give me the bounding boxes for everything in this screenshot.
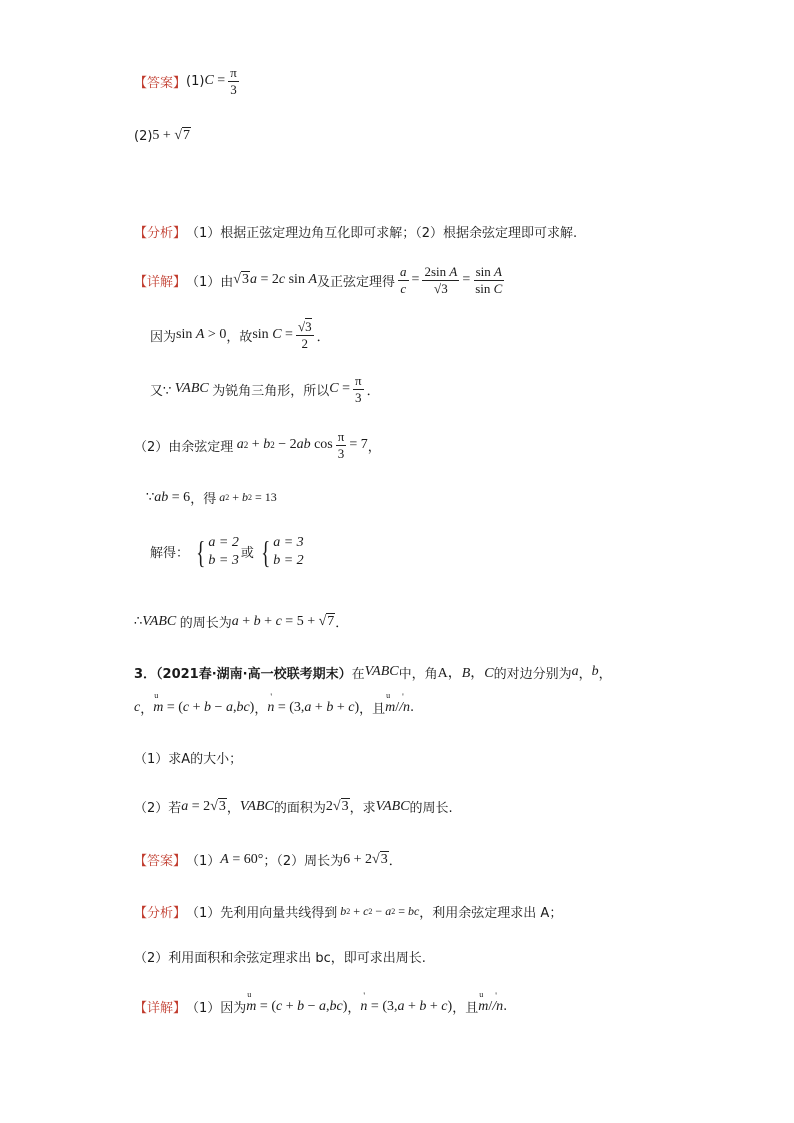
- question-text: （2）若: [134, 801, 182, 816]
- answer-part2-label: (2): [134, 128, 153, 144]
- analysis-text: ，利用余弦定理求出 A；: [419, 906, 563, 921]
- analysis-tag: 【分析】: [134, 226, 187, 241]
- detail-tag: 【详解】: [134, 274, 187, 290]
- answer-text: （1）: [186, 854, 221, 869]
- analysis-text: （1）根据正弦定理边角互化即可求解；（2）根据余弦定理即可求解.: [186, 226, 578, 241]
- detail-text: 或: [240, 546, 254, 561]
- detail-text: ，得: [190, 492, 217, 507]
- formula: VABC: [364, 664, 399, 679]
- formula: a: [181, 798, 189, 814]
- vector-m: u m: [478, 999, 488, 1015]
- analysis-tag: 【分析】: [134, 906, 187, 921]
- formula: sin: [176, 327, 196, 343]
- detail-text: 解得：: [150, 546, 190, 561]
- vector-n: ' /n: [492, 999, 503, 1015]
- formula: VABC: [239, 798, 274, 814]
- formula: c: [134, 699, 141, 715]
- formula: 5 +: [152, 128, 175, 143]
- detail-text: ，故: [226, 329, 253, 345]
- formula: a: [571, 664, 579, 679]
- formula: C: [204, 73, 214, 89]
- question-text: 的周长.: [409, 801, 453, 816]
- detail-text: （1）由: [186, 274, 234, 290]
- fraction: $\frac{\pi}{3}$: [230, 65, 237, 97]
- vector-n: ' /n: [399, 700, 410, 716]
- detail-1-line5: ∵ ab = 6 ，得 a 2 + b 2 = 13: [146, 489, 277, 507]
- vector-m: u m: [385, 700, 395, 716]
- detail-text: 因为: [150, 329, 177, 345]
- fraction: $\frac{√3}{2}$: [297, 319, 312, 351]
- detail-text: （2）由余弦定理: [134, 439, 234, 455]
- analysis-3-line2: [134, 947, 426, 966]
- question-text: ，: [226, 801, 240, 816]
- formula: a: [233, 437, 244, 453]
- question-3-sub2: （2）若 a = 2 √3 ， VABC 的面积为 2 √3 ，求 VABC 的周长.: [134, 798, 453, 816]
- question-text: 中，角: [398, 666, 438, 682]
- formula: 2: [325, 798, 333, 814]
- question-3-line1: 3．（2021春·湖南·高一校联考期末） 在 VABC 中，角 A，B，C 的对边分别为 a ， b ，: [134, 664, 612, 682]
- formula: a: [216, 490, 226, 504]
- answer-part1-label: (1): [186, 73, 205, 89]
- vector-n: ' n: [267, 700, 274, 716]
- sqrt-formula: √7: [174, 128, 191, 143]
- vector-m: u m: [246, 999, 256, 1015]
- equation-system: { a = 3 b = 2: [260, 533, 304, 570]
- detail-text: ∵: [146, 490, 155, 505]
- fraction: $\frac{\pi}{3}$: [337, 429, 345, 461]
- formula: VABC: [142, 613, 180, 629]
- analysis-text: （2）利用面积和余弦定理求出 bc，即可求出周长.: [134, 951, 426, 966]
- formula: 6 + 2: [343, 851, 373, 867]
- detail-1-line1: 【详解】 （1）由 √3 a = 2 c sin A 及正弦定理得 $\frac{a}{c}$ = $\frac{\text{2sin A}}{√3}$ = $\frac{\text{sin A}}{\text{sin C}}$: [134, 264, 503, 296]
- detail-1-line4: （2）由余弦定理 a 2 + b 2 − 2 ab cos $\frac{\pi}{3}$ = 7 ，: [134, 429, 381, 461]
- detail-tag: 【详解】: [134, 1001, 187, 1016]
- question-3-line2: c ， u m = (c + b − a,bc) ， ' n = (3,a + b + c) ，且 u m / ' /n .: [134, 698, 414, 717]
- detail-text: 为锐角三角形，所以: [212, 383, 330, 399]
- detail-1-line2: 因为 sin A > 0 ，故 sin C = $\frac{√3}{2}$ ．: [150, 319, 330, 351]
- fraction: $\frac{\text{sin A}}{\text{sin C}}$: [475, 264, 503, 296]
- detail-text: 又∵: [150, 383, 172, 399]
- fraction: $\frac{\pi}{3}$: [355, 373, 362, 405]
- detail-text: （1）因为: [186, 1001, 247, 1016]
- question-text: ，求: [349, 801, 376, 816]
- analysis-1-line: [134, 222, 577, 241]
- detail-text: ∴: [134, 614, 143, 629]
- vector-n: ' n: [360, 999, 367, 1015]
- answer-1-part2-line: [134, 128, 191, 144]
- question-3-sub1: [134, 748, 242, 767]
- answer-3-line: 【答案】 （1） A = 60° ；（2）周长为 6 + 2 √3 ．: [134, 851, 402, 869]
- formula: sin: [252, 327, 273, 343]
- detail-3-line1: 【详解】 （1）因为 u m = (c + b − a,bc) ， ' n = (3,a + b + c) ，且 u m / ' /n .: [134, 997, 507, 1016]
- formula: ab: [154, 489, 169, 505]
- question-text: 的面积为: [273, 801, 326, 816]
- fraction: $\frac{\text{2sin A}}{√3}$: [424, 264, 458, 296]
- formula: VABC: [375, 798, 410, 814]
- detail-1-line7: ∴ VABC 的周长为 a + b + c = 5 + √7 ．: [134, 613, 349, 631]
- detail-1-line3: 又∵ VABC 为锐角三角形，所以 C = $\frac{\pi}{3}$ ．: [150, 373, 380, 405]
- question-text: 的对边分别为: [493, 666, 572, 682]
- question-3-heading: 3．（2021春·湖南·高一校联考期末）: [134, 666, 352, 682]
- detail-1-line6: [150, 534, 304, 569]
- formula: b: [337, 904, 347, 918]
- formula: A，B，C: [437, 666, 494, 681]
- answer-1-line: 【答案】 (1) C = $\frac{\pi}{3}$: [134, 65, 237, 97]
- vector-m: u m: [153, 700, 163, 716]
- answer-tag: 【答案】: [134, 854, 187, 869]
- analysis-text: （1）先利用向量共线得到: [186, 906, 338, 921]
- formula: C: [329, 381, 339, 397]
- detail-text: 及正弦定理得: [317, 274, 396, 290]
- fraction: $\frac{a}{c}$: [400, 264, 407, 296]
- answer-tag: 【答案】: [134, 75, 187, 91]
- question-text: （1）求A的大小；: [134, 752, 243, 767]
- detail-text: 的周长为: [179, 616, 232, 631]
- formula: a: [231, 613, 239, 629]
- question-text: 在: [351, 666, 365, 682]
- formula: √3: [233, 272, 249, 288]
- equation-system: { a = 2 b = 3: [196, 533, 239, 570]
- formula: A: [220, 851, 229, 867]
- formula: VABC: [171, 381, 213, 397]
- answer-text: ；（2）周长为: [263, 854, 344, 869]
- analysis-3-line1: 【分析】 （1）先利用向量共线得到 b 2 + c 2 − a 2 = bc ，利用余弦定理求出 A；: [134, 904, 563, 921]
